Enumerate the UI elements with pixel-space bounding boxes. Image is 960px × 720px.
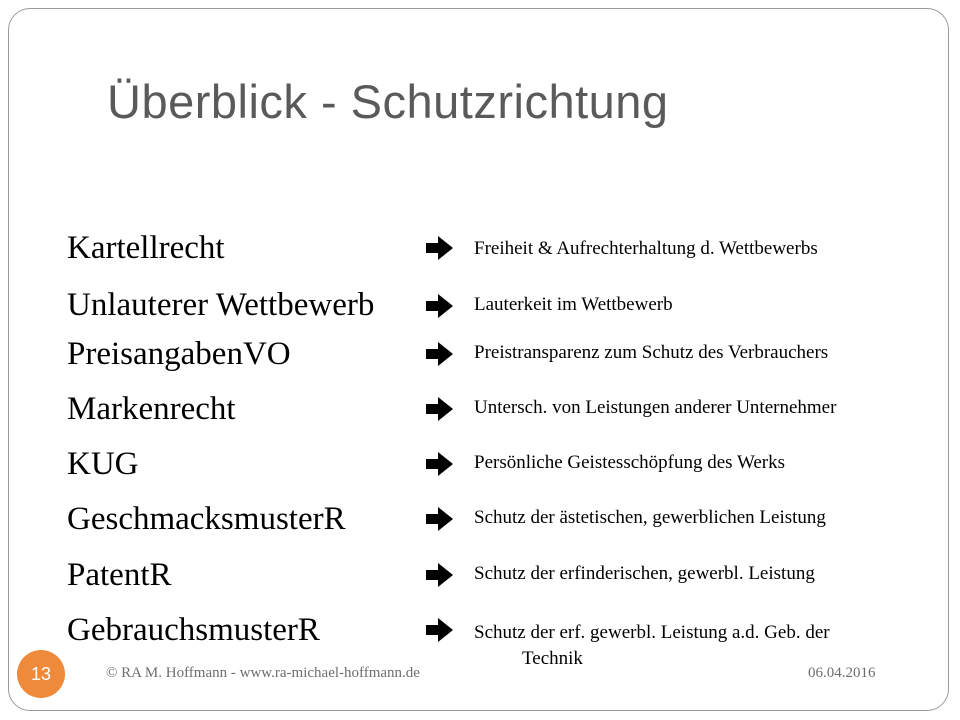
arrow-right-icon xyxy=(424,616,454,644)
arrow-right-icon xyxy=(424,561,454,589)
term-label: PatentR xyxy=(67,557,172,593)
description-label: Persönliche Geistesschöpfung des Werks xyxy=(474,452,786,473)
description-label: Untersch. von Leistungen anderer Unternehmer xyxy=(474,397,837,418)
arrow-right-icon xyxy=(424,340,454,368)
arrow-right-icon xyxy=(424,450,454,478)
list-item-kug xyxy=(0,448,960,504)
term-label: KUG xyxy=(67,446,139,482)
list-item-markenrecht xyxy=(0,393,960,449)
list-item-unlauterer-wettbewerb xyxy=(0,286,960,342)
description-label: Schutz der erf. gewerbl. Leistung a.d. Geb. der xyxy=(474,622,830,643)
arrow-right-icon xyxy=(424,292,454,320)
term-label: PreisangabenVO xyxy=(67,336,291,372)
description-label: Schutz der ästetischen, gewerblichen Leistung xyxy=(474,507,826,528)
arrow-right-icon xyxy=(424,395,454,423)
list-item-gebrauchsmusterr xyxy=(0,614,960,670)
list-item-geschmacksmusterr xyxy=(0,503,960,559)
footer-date: 06.04.2016 xyxy=(808,665,876,681)
arrow-right-icon xyxy=(424,234,454,262)
term-label: GeschmacksmusterR xyxy=(67,501,346,537)
arrow-right-icon xyxy=(424,505,454,533)
list-item-patentr xyxy=(0,559,960,615)
list-item-preisangabenvo xyxy=(0,338,960,394)
description-label-continued: Technik xyxy=(522,648,583,669)
description-label: Freiheit & Aufrechterhaltung d. Wettbewerbs xyxy=(474,238,818,259)
term-label: Kartellrecht xyxy=(67,230,225,266)
slide-title: Überblick - Schutzrichtung xyxy=(107,75,669,128)
term-label: Markenrecht xyxy=(67,391,236,427)
description-label: Schutz der erfinderischen, gewerbl. Leistung xyxy=(474,563,815,584)
term-label: Unlauterer Wettbewerb xyxy=(67,287,375,323)
list-item-kartellrecht xyxy=(0,230,960,286)
description-label: Preistransparenz zum Schutz des Verbrauchers xyxy=(474,342,829,363)
term-label: GebrauchsmusterR xyxy=(67,612,320,648)
description-label: Lauterkeit im Wettbewerb xyxy=(474,294,673,315)
slide-number-badge: 13 xyxy=(17,650,65,698)
footer-author: © RA M. Hoffmann - www.ra-michael-hoffmann.de xyxy=(106,665,420,681)
